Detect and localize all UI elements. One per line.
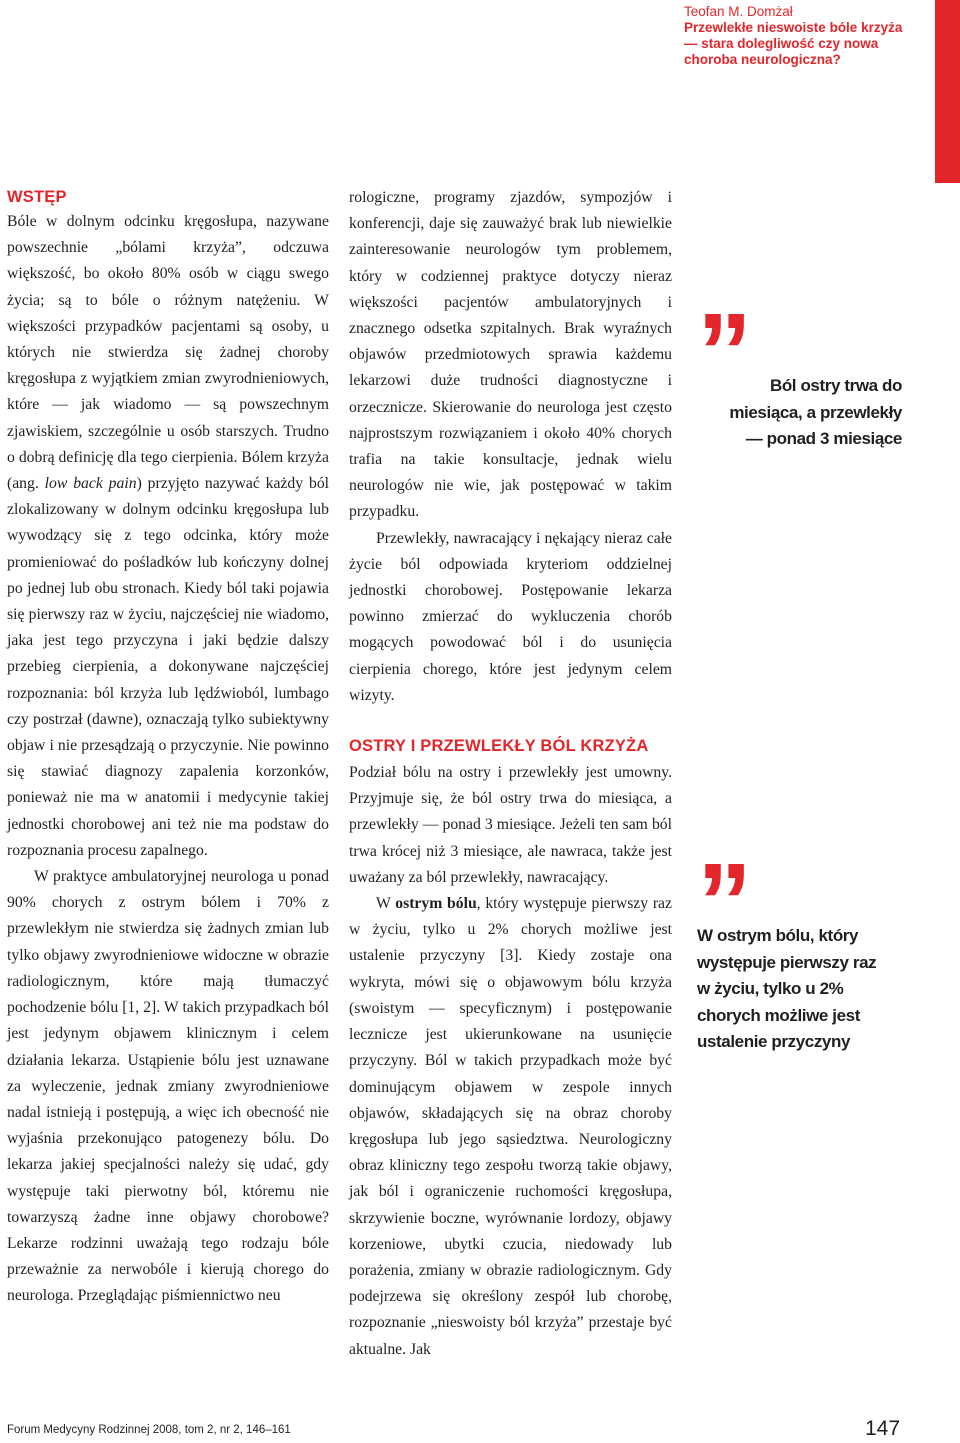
text-column-middle [349, 185, 672, 1363]
paragraph-practice: W praktyce ambulatoryjnej neurologa u ponad 90% chorych z ostrym bólem i 70% z przewlekłym nie stwierdza się żadnych zmian lub tylko objawy zwyrodnieniowe widoczne w obrazie radiologicznym, które mają tłumaczyć pochodzenie bólu [1, 2]. W takich przypadkach ból jest jedynym objawem klinicznym i celem działania lekarza. Ustąpienie bólu jest uznawane za wyleczenie, jednak zmiany zwyrodnieniowe nadal istnieją i postępują, a więc ich obecność nie wyjaśnia przekonująco patogenezy bólu. Do lekarza jakiej specjalności należy się udać, gdy występuje taki pierwotny ból, któremu nie towarzyszą żadne inne objawy chorobowe? Lekarze rodzinni uważają tego rodzaju bóle przeważnie za nerwobóle i kierują chorego do neurologa. Przeglądając piśmiennictwo neu [7, 868, 329, 1305]
red-edge-tab [935, 0, 960, 183]
paragraph-acute-rest: , który występuje pierwszy raz w życiu, tylko u 2% chorych możliwe jest ustalenie przyczyny [3]. Kiedy zostaje ona wykryta, mówi się o objawowym bólu krzyża (swoistym — specyficznym) i postępowanie lecznicze jest ukierunkowane na usunięcie przyczyny. Ból w takich przypadkach może być dominującym objawem w zespole innych objawów, składających się na obraz choroby kręgosłupa lub jego sąsiedztwa. Neurologiczny obraz kliniczny tego zespołu tworzą takie objawy, jak ból i ograniczenie ruchomości kręgosłupa, skrzywienie boczne, wyrównanie lordozy, objawy korzeniowe, ubytki czucia, niedowady lub porażenia, zmiany w obrazie radiologicznym. Gdy podejrzewa się określony zespół lub chorobę, rozpoznanie „nieswoisty ból krzyża” przestaje być aktualne. Jak [349, 895, 672, 1358]
paragraph-intro-english-term: low back pain [44, 475, 137, 493]
paragraph-intro-text-b: ) przyjęto nazywać każdy ból zlokalizowany w dolnym odcinku kręgosłupa lub wywodzący się z tego odcinka, który może promieniować do pośladków lub kończyny dolnej po jednej lub obu stronach. Kiedy ból taki pojawia się pierwszy raz w życiu, najczęściej nie wiadomo, jaka jest tego przyczyna i jaki będzie dalszy przebieg cierpienia, a dokonywane najczęściej rozpoznania: ból krzyża lub lędźwioból, lumbago czy postrzał (dawne), oznaczają tylko subiektywny objaw i nie przesądzają o przyczynie. Nie powinno się stawiać diagnozy zapalenia korzonków, ponieważ nie ma w anatomii i medycynie takiej jednostki chorobowej ani też nie ma podstaw do rozpoznania procesu zapalnego. [7, 475, 330, 859]
section-heading-ostry-przewlekly: OSTRY I PRZEWLEKŁY BÓL KRZYŻA [349, 737, 649, 756]
running-head [684, 4, 924, 68]
footer-journal-citation: Forum Medycyny Rodzinnej 2008, tom 2, nr 2, 146–161 [7, 1424, 291, 1436]
section-heading-wstep: WSTĘP [7, 188, 67, 206]
page-number: 147 [865, 1417, 901, 1440]
paragraph-intro-text-a: Bóle w dolnym odcinku kręgosłupa, nazywane powszechnie „bólami krzyża”, odczuwa większość, bo około 80% osób w ciągu swego życia; są to bóle o różnym natężeniu. W większości przypadków pacjentami są osoby, u których nie stwierdza się żadnej choroby kręgosłupa z wyjątkiem zmian zwyrodnieniowych, które — jak wiadomo — są powszechnym zjawiskiem, szczególnie u osób starszych. Trudno o dobrą definicję dla tego cierpienia. Bólem krzyża (ang. [7, 213, 329, 493]
paragraph-practice-continued: rologiczne, programy zjazdów, sympozjów i konferencji, daje się zauważyć brak lub niewielkie zainteresowanie neurologów tym problemem, który w codziennej praktyce dotyczy nieraz większości pacjentów ambulatoryjnych i znacznego odsetka szpitalnych. Brak wyraźnych objawów przedmiotowych sprawia każdemu lekarzowi duże trudności diagnostyczne i orzecznicze. Skierowanie do neurologa jest często najprostszym rozwiązaniem i około 40% chorych trafia na takie konsultacje, jednak wielu neurologów nie wie, jak postępować w takim przypadku. [349, 189, 672, 521]
pull-quote-1 [697, 291, 902, 453]
paragraph-intro [7, 209, 329, 864]
paragraph-acute-lead: W [376, 895, 396, 913]
paragraph-acute-pain [349, 891, 672, 1363]
paragraph-acute-bold-term: ostrym bólu [395, 895, 477, 913]
pull-quote-2-text: W ostrym bólu, który występuje pierwszy raz w życiu, tylko u 2% chorych możliwe jest ustalenie przyczyny [697, 926, 877, 1051]
running-head-title: Przewlekłe nieswoiste bóle krzyża — stara dolegliwość czy nowa choroba neurologiczna? [684, 20, 903, 67]
text-column-left [7, 185, 329, 1310]
paragraph-division: Podział bólu na ostry i przewlekły jest umowny. Przyjmuje się, że ból ostry trwa do miesiąca, a przewlekły — ponad 3 miesiące. Jeżeli ten sam ból trwa krócej niż 3 miesiące, ale nawraca, także jest uważany za ból przewlekły, nawracający. [349, 764, 672, 886]
quote-mark-icon: ” [697, 841, 744, 964]
pull-quote-1-text: Ból ostry trwa do miesiąca, a przewlekły — ponad 3 miesiące [729, 376, 902, 448]
quote-mark-icon: ” [697, 291, 744, 414]
pull-quote-2 [697, 841, 902, 1056]
running-head-author: Teofan M. Domżał [684, 4, 793, 19]
paragraph-chronic: Przewlekły, nawracający i nękający nieraz całe życie ból odpowiada kryteriom oddzielnej jednostki chorobowej. Postępowanie lekarza powinno zmierzać do wykluczenia chorób mogących powodować ból i do usunięcia cierpienia chorego, które jest jedynym celem wizyty. [349, 529, 672, 704]
